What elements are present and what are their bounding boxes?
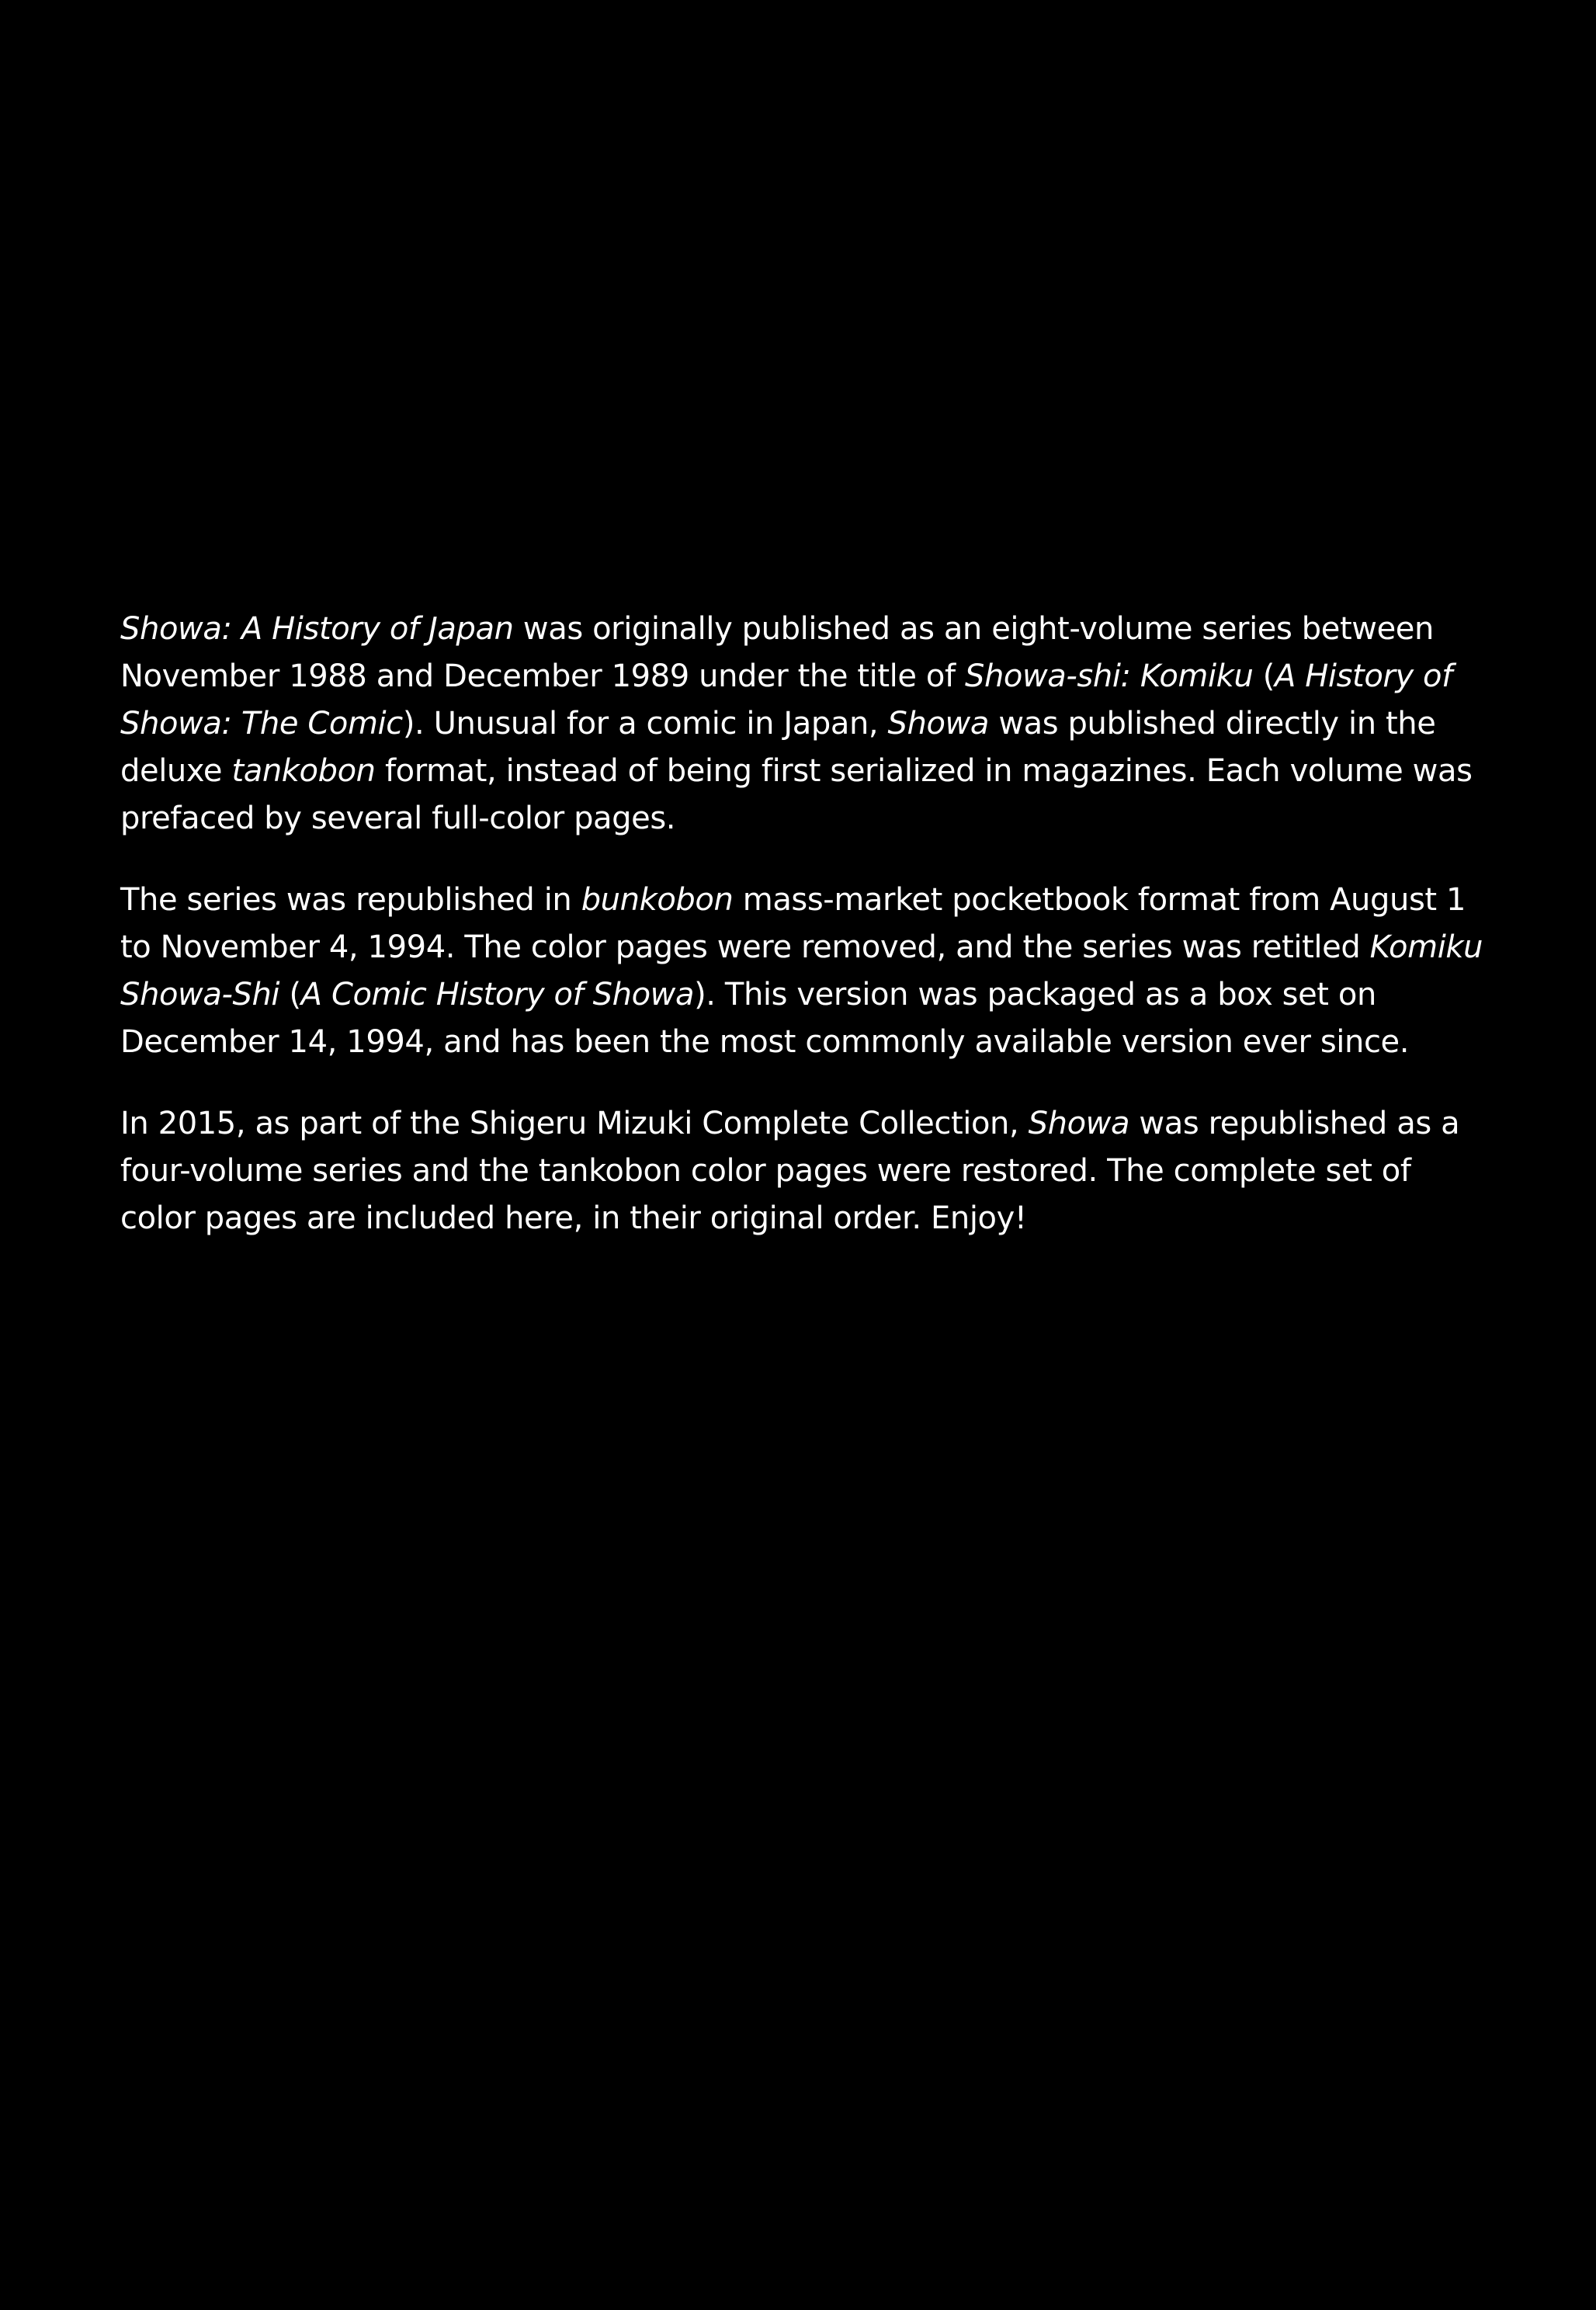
text-run: The series was republished in bbox=[120, 882, 581, 918]
text-run: mass-market pocketbook format from August 1 to November 4, 1994. The color pages were removed, and the series was retitled bbox=[120, 882, 1466, 965]
text-run: was originally published as an eight-volume series between November 1988 and December 1989 under the title of bbox=[120, 611, 1434, 694]
text-run: Showa: A History of Japan bbox=[120, 611, 514, 647]
text-run: ). Unusual for a comic in Japan, bbox=[402, 706, 888, 742]
text-run: format, instead of being first serialized in magazines. Each volume was prefaced by several full-color pages. bbox=[120, 753, 1473, 836]
text-run: In 2015, as part of the Shigeru Mizuki Complete Collection, bbox=[120, 1106, 1029, 1141]
text-run: ( bbox=[1253, 658, 1275, 694]
text-run: A Comic History of Showa bbox=[300, 977, 695, 1013]
text-run: Showa bbox=[887, 706, 989, 742]
publication-note bbox=[120, 606, 1487, 1277]
paragraph-complete-collection bbox=[120, 1100, 1487, 1242]
text-run: bunkobon bbox=[581, 882, 734, 918]
text-run: Komiku Showa-Shi bbox=[120, 929, 1483, 1013]
text-run: ). This version was packaged as a box set on December 14, 1994, and has been the most commonly available version ever since. bbox=[120, 977, 1410, 1060]
text-run: A History of Showa: The Comic bbox=[120, 658, 1452, 742]
text-run: was published directly in the deluxe bbox=[120, 706, 1436, 789]
text-run: Showa-shi: Komiku bbox=[964, 658, 1254, 694]
text-run: tankobon bbox=[231, 753, 376, 789]
text-run: ( bbox=[279, 977, 301, 1013]
paragraph-original-publication bbox=[120, 606, 1487, 842]
text-run: Showa bbox=[1028, 1106, 1130, 1141]
text-run: was republished as a four-volume series and the tankobon color pages were restored. The complete set of color pages are included here, in their original order. Enjoy! bbox=[120, 1106, 1460, 1236]
paragraph-bunkobon-edition bbox=[120, 877, 1487, 1066]
